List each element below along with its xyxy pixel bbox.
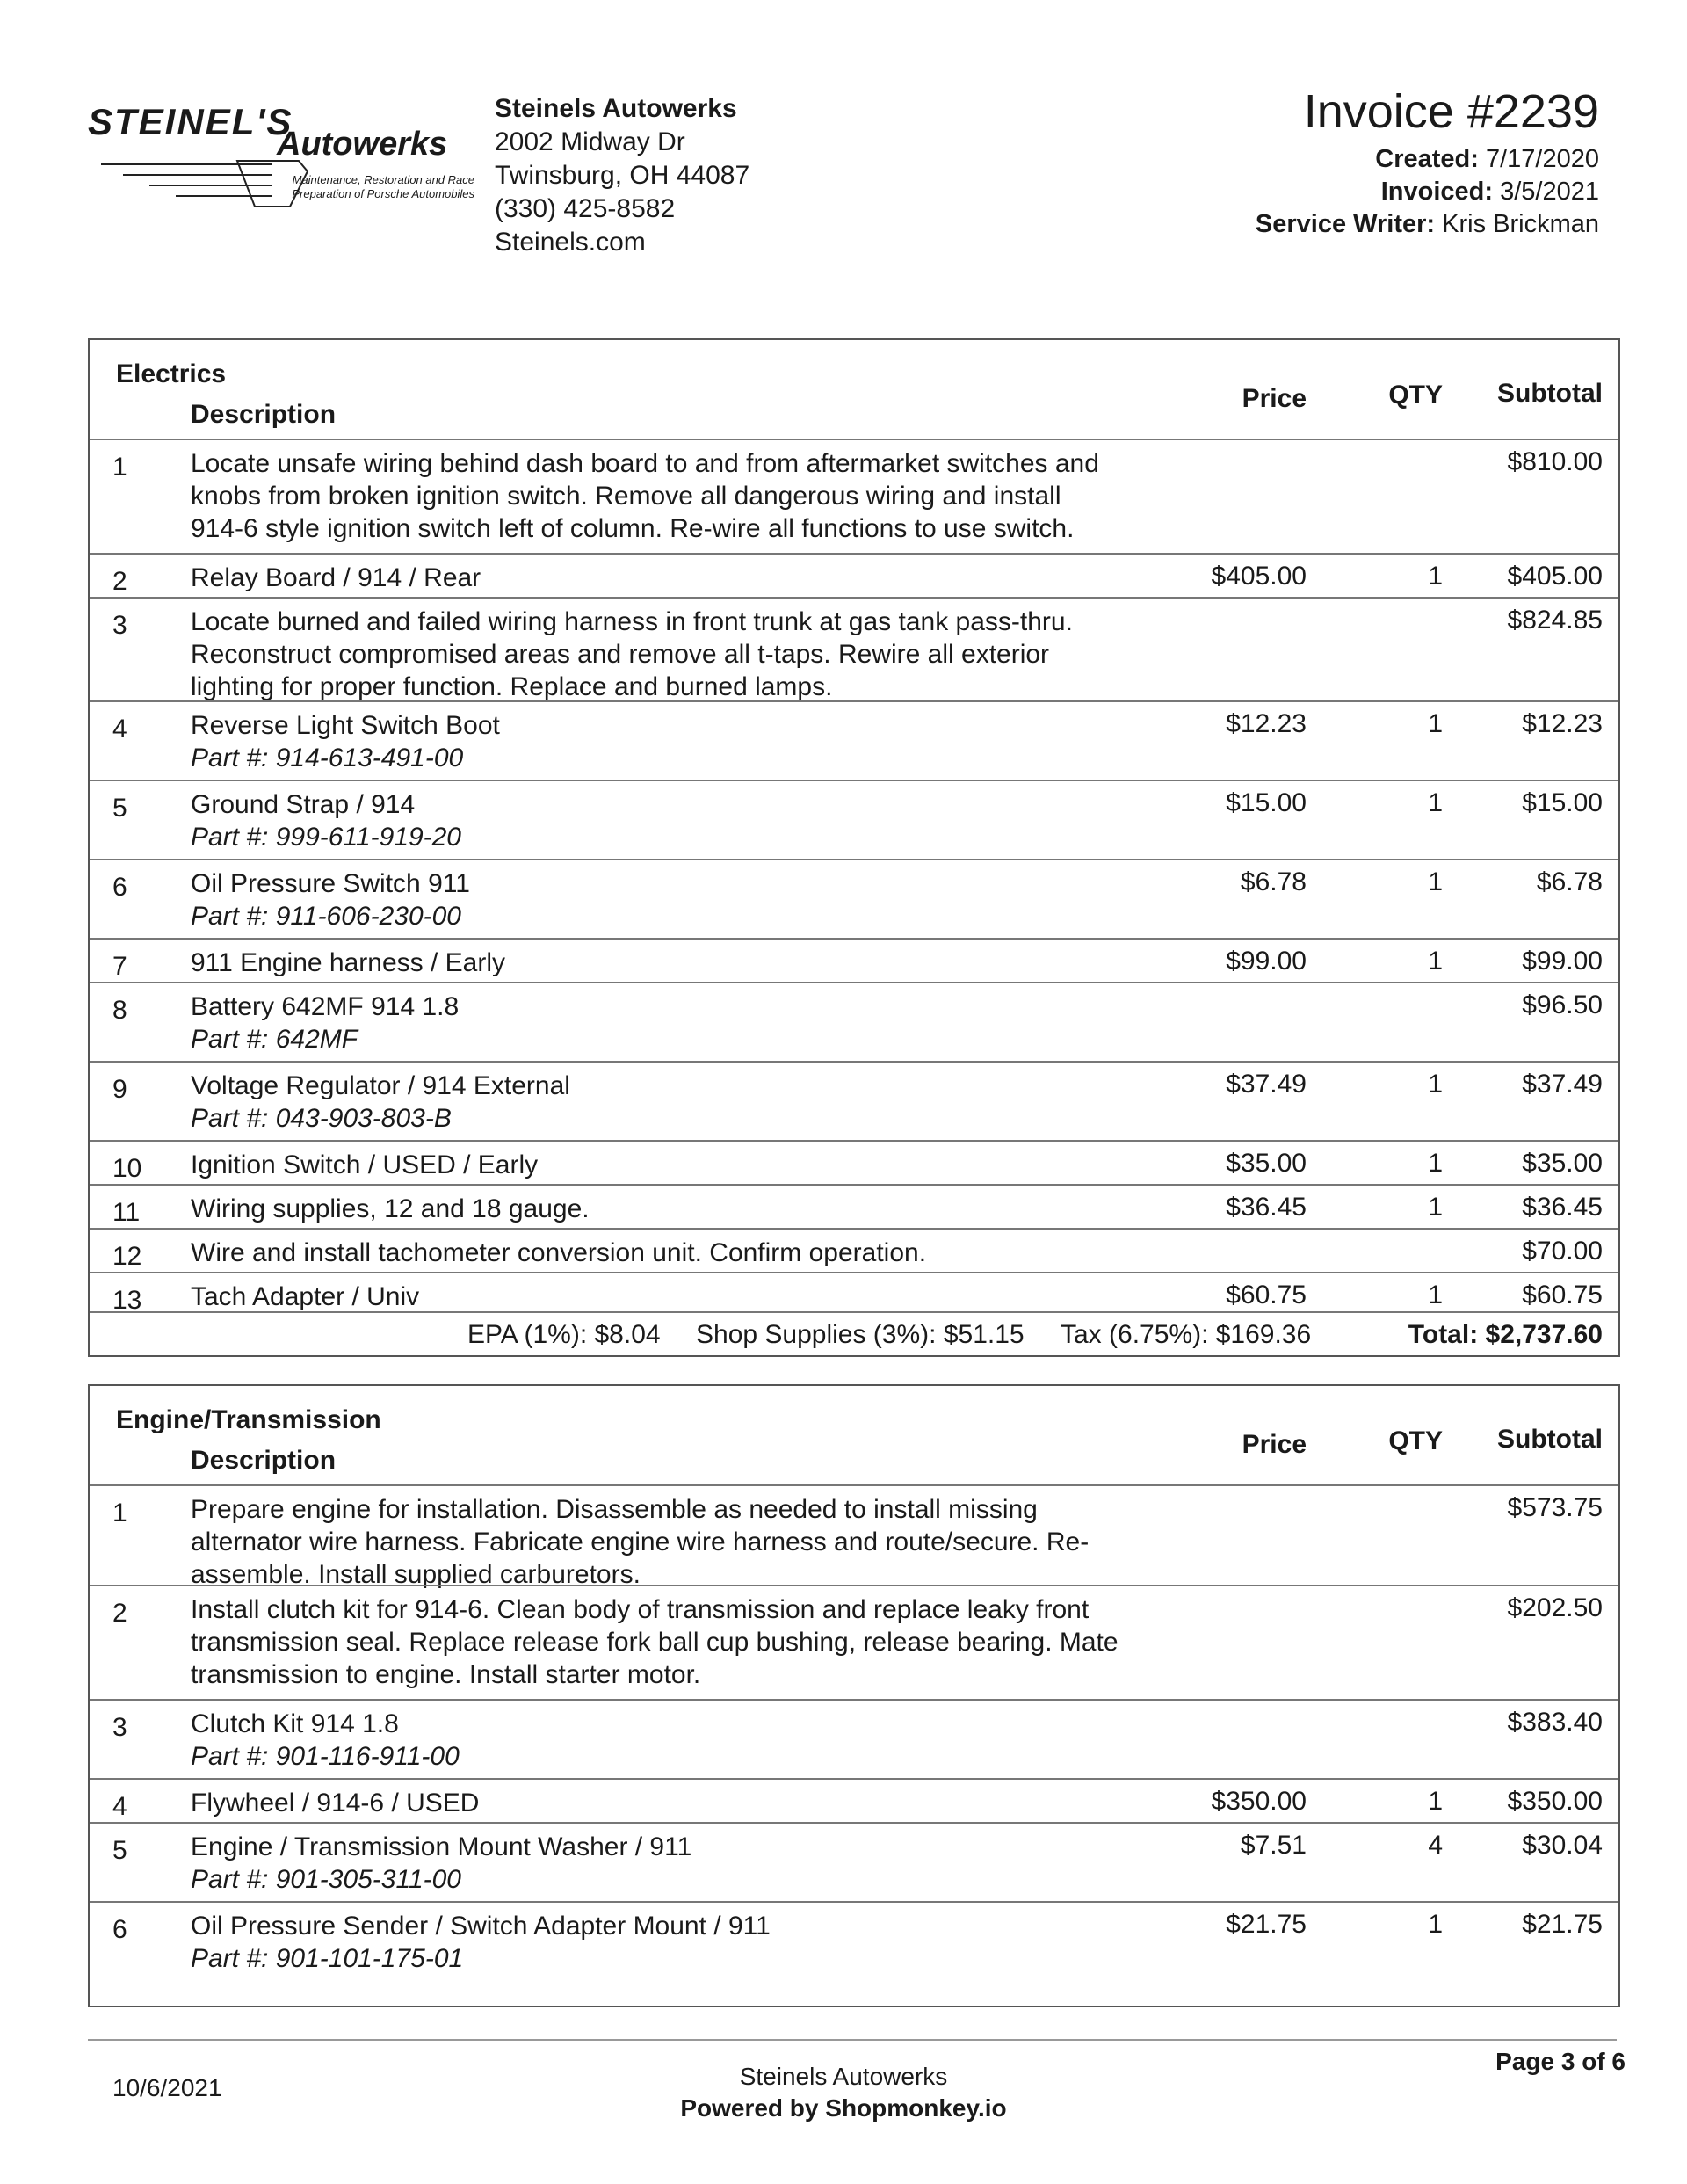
col-subtotal: Subtotal — [1497, 1425, 1603, 1454]
description-line: 911 Engine harness / Early — [191, 948, 505, 977]
table-row — [90, 780, 1618, 859]
col-price: Price — [1242, 384, 1307, 413]
logo-brand-name: STEINEL'S — [88, 101, 293, 142]
row-subtotal: $383.40 — [1507, 1708, 1603, 1737]
row-number: 5 — [112, 1836, 127, 1865]
row-subtotal: $35.00 — [1522, 1149, 1603, 1178]
row-number: 4 — [112, 1792, 127, 1821]
section-electrics — [88, 338, 1620, 1357]
row-qty: 1 — [1428, 1910, 1443, 1939]
row-qty: 4 — [1428, 1831, 1443, 1860]
row-subtotal: $12.23 — [1522, 709, 1603, 738]
row-description — [191, 447, 1201, 545]
description-line: knobs from broken ignition switch. Remove all dangerous wiring and install — [191, 482, 1061, 511]
footer-center — [0, 2061, 1687, 2124]
col-description: Description — [191, 1446, 337, 1475]
row-qty: 1 — [1428, 1193, 1443, 1222]
description-line: alternator wire harness. Fabricate engine wire harness and route/secure. Re- — [191, 1527, 1090, 1556]
row-description — [191, 709, 1201, 774]
table-row — [90, 1778, 1618, 1822]
row-number: 1 — [112, 453, 127, 482]
row-description — [191, 1493, 1201, 1591]
description-line: Wire and install tachometer conversion unit. Confirm operation. — [191, 1238, 927, 1267]
description-line: lighting for proper function. Replace and burned lamps. — [191, 672, 833, 701]
logo-tagline: Maintenance, Restoration and Race Preparation of Porsche Automobiles — [292, 173, 474, 200]
row-number: 1 — [112, 1498, 127, 1527]
row-qty: 1 — [1428, 788, 1443, 817]
shop-info — [495, 92, 749, 259]
row-price: $60.75 — [1226, 1281, 1307, 1310]
row-number: 3 — [112, 611, 127, 640]
shop-address-line2: Twinsburg, OH 44087 — [495, 161, 750, 190]
row-price: $21.75 — [1226, 1910, 1307, 1939]
row-subtotal: $6.78 — [1536, 867, 1603, 896]
footer-page-number: Page 3 of 6 — [1495, 2048, 1625, 2075]
line-items — [90, 1484, 1618, 1980]
row-description — [191, 947, 1201, 979]
shop-supplies-fee: Shop Supplies (3%): $51.15 — [696, 1320, 1025, 1349]
invoiced-date: 3/5/2021 — [1500, 178, 1599, 206]
description-line: Ignition Switch / USED / Early — [191, 1150, 539, 1179]
table-row — [90, 1585, 1618, 1699]
invoiced-label: Invoiced: — [1380, 178, 1494, 206]
table-row — [90, 700, 1618, 780]
footer-powered-by: Powered by Shopmonkey.io — [680, 2094, 1007, 2122]
part-number: Part #: 901-116-911-00 — [191, 1742, 460, 1771]
col-description: Description — [191, 400, 337, 429]
col-price: Price — [1242, 1430, 1307, 1459]
row-number: 9 — [112, 1075, 127, 1104]
col-qty: QTY — [1388, 1426, 1443, 1455]
row-number: 8 — [112, 996, 127, 1025]
writer-name: Kris Brickman — [1442, 210, 1599, 238]
shop-phone: (330) 425-8582 — [495, 194, 676, 223]
description-line: assemble. Install supplied carburetors. — [191, 1560, 641, 1589]
section-title: Electrics — [116, 359, 227, 388]
table-row — [90, 1484, 1618, 1589]
row-price: $12.23 — [1226, 709, 1307, 738]
row-price: $15.00 — [1226, 788, 1307, 817]
description-line: Voltage Regulator / 914 External — [191, 1071, 570, 1100]
table-row — [90, 1699, 1618, 1778]
row-subtotal: $350.00 — [1507, 1787, 1603, 1816]
part-number: Part #: 914-613-491-00 — [191, 744, 464, 773]
description-line: Flywheel / 914-6 / USED — [191, 1789, 480, 1818]
row-number: 6 — [112, 1915, 127, 1944]
row-subtotal: $573.75 — [1507, 1493, 1603, 1522]
table-row — [90, 439, 1618, 553]
description-line: Reverse Light Switch Boot — [191, 711, 500, 740]
row-description — [191, 606, 1201, 703]
row-description — [191, 1787, 1201, 1819]
part-number: Part #: 911-606-230-00 — [191, 902, 461, 931]
row-description — [191, 562, 1201, 594]
row-qty: 1 — [1428, 867, 1443, 896]
epa-fee: EPA (1%): $8.04 — [467, 1320, 661, 1349]
row-number: 11 — [112, 1198, 141, 1227]
col-subtotal: Subtotal — [1497, 379, 1603, 408]
row-subtotal: $37.49 — [1522, 1070, 1603, 1099]
row-number: 13 — [112, 1286, 142, 1315]
row-number: 7 — [112, 952, 127, 981]
row-subtotal: $96.50 — [1522, 990, 1603, 1019]
description-line: Relay Board / 914 / Rear — [191, 563, 481, 592]
row-qty: 1 — [1428, 562, 1443, 591]
shop-logo — [88, 101, 474, 233]
description-line: Oil Pressure Switch 911 — [191, 869, 470, 898]
row-qty: 1 — [1428, 1149, 1443, 1178]
row-subtotal: $30.04 — [1522, 1831, 1603, 1860]
section-engine-transmission — [88, 1384, 1620, 2007]
row-number: 6 — [112, 873, 127, 902]
footer-date: 10/6/2021 — [112, 2074, 222, 2101]
created-date: 7/17/2020 — [1485, 145, 1599, 173]
row-price: $7.51 — [1240, 1831, 1307, 1860]
description-line: Locate burned and failed wiring harness in front trunk at gas tank pass-thru. — [191, 607, 1073, 636]
row-qty: 1 — [1428, 1787, 1443, 1816]
row-subtotal: $202.50 — [1507, 1593, 1603, 1622]
row-subtotal: $15.00 — [1522, 788, 1603, 817]
description-line: Engine / Transmission Mount Washer / 911 — [191, 1832, 692, 1861]
invoice-header — [1256, 83, 1599, 241]
row-description — [191, 1070, 1201, 1135]
invoice-created — [1256, 143, 1599, 176]
row-description — [191, 867, 1201, 932]
row-description — [191, 1149, 1201, 1181]
row-qty: 1 — [1428, 1070, 1443, 1099]
row-number: 3 — [112, 1713, 127, 1742]
description-line: Oil Pressure Sender / Switch Adapter Mount / 911 — [191, 1912, 771, 1941]
row-description — [191, 788, 1201, 853]
description-line: Clutch Kit 914 1.8 — [191, 1709, 399, 1738]
invoice-title: Invoice #2239 — [1303, 85, 1599, 138]
table-row — [90, 859, 1618, 938]
table-row — [90, 1272, 1618, 1316]
row-number: 10 — [112, 1154, 142, 1183]
row-number: 2 — [112, 1599, 127, 1628]
row-subtotal: $810.00 — [1507, 447, 1603, 476]
description-line: 914-6 style ignition switch left of column. Re-wire all functions to use switch. — [191, 514, 1075, 543]
part-number: Part #: 642MF — [191, 1025, 358, 1054]
row-subtotal: $60.75 — [1522, 1281, 1603, 1310]
table-row — [90, 1184, 1618, 1228]
description-line: Ground Strap / 914 — [191, 790, 416, 819]
description-line: transmission to engine. Install starter motor. — [191, 1660, 701, 1689]
line-items — [90, 439, 1618, 1316]
row-description — [191, 1193, 1201, 1225]
description-line: transmission seal. Replace release fork ball cup bushing, release bearing. Mate — [191, 1628, 1119, 1657]
row-price: $6.78 — [1240, 867, 1307, 896]
row-description — [191, 1237, 1201, 1269]
row-description — [191, 1593, 1201, 1691]
part-number: Part #: 999-611-919-20 — [191, 823, 461, 852]
row-description — [191, 1910, 1201, 1975]
description-line: Tach Adapter / Univ — [191, 1282, 420, 1311]
row-description — [191, 1281, 1201, 1313]
created-label: Created: — [1375, 145, 1479, 173]
tax-amount: Tax (6.75%): $169.36 — [1061, 1320, 1312, 1349]
row-qty: 1 — [1428, 947, 1443, 976]
row-price: $37.49 — [1226, 1070, 1307, 1099]
row-subtotal: $405.00 — [1507, 562, 1603, 591]
shop-website: Steinels.com — [495, 228, 646, 257]
row-price: $99.00 — [1226, 947, 1307, 976]
description-line: Battery 642MF 914 1.8 — [191, 992, 460, 1021]
table-row — [90, 553, 1618, 597]
footer-divider — [88, 2039, 1617, 2041]
col-qty: QTY — [1388, 381, 1443, 410]
row-description — [191, 1831, 1201, 1896]
part-number: Part #: 901-305-311-00 — [191, 1865, 461, 1894]
part-number: Part #: 901-101-175-01 — [191, 1944, 464, 1973]
row-number: 12 — [112, 1242, 142, 1271]
section-totals — [90, 1311, 1618, 1355]
table-row — [90, 982, 1618, 1061]
description-line: Wiring supplies, 12 and 18 gauge. — [191, 1194, 590, 1223]
row-subtotal: $70.00 — [1522, 1237, 1603, 1266]
row-price: $36.45 — [1226, 1193, 1307, 1222]
table-row — [90, 597, 1618, 700]
table-row — [90, 1140, 1618, 1184]
shop-name: Steinels Autowerks — [495, 94, 737, 123]
row-price: $350.00 — [1211, 1787, 1307, 1816]
row-subtotal: $21.75 — [1522, 1910, 1603, 1939]
shop-address-line1: 2002 Midway Dr — [495, 127, 685, 156]
description-line: Reconstruct compromised areas and remove all t-taps. Rewire all exterior — [191, 640, 1050, 669]
description-line: Install clutch kit for 914-6. Clean body of transmission and replace leaky front — [191, 1595, 1090, 1624]
table-row — [90, 1228, 1618, 1272]
table-row — [90, 1822, 1618, 1901]
row-number: 2 — [112, 567, 127, 596]
row-number: 4 — [112, 715, 127, 744]
row-subtotal: $99.00 — [1522, 947, 1603, 976]
table-row — [90, 938, 1618, 982]
invoice-writer — [1256, 208, 1599, 241]
writer-label: Service Writer: — [1255, 210, 1436, 238]
invoice-invoiced — [1256, 176, 1599, 208]
row-price: $405.00 — [1211, 562, 1307, 591]
row-subtotal: $36.45 — [1522, 1193, 1603, 1222]
table-row — [90, 1061, 1618, 1140]
logo-brand-sub: Autowerks — [277, 126, 448, 163]
footer-shop-name: Steinels Autowerks — [739, 2063, 948, 2090]
description-line: Prepare engine for installation. Disassemble as needed to install missing — [191, 1495, 1038, 1524]
table-row — [90, 1901, 1618, 1980]
part-number: Part #: 043-903-803-B — [191, 1104, 452, 1133]
row-qty: 1 — [1428, 1281, 1443, 1310]
row-subtotal: $824.85 — [1507, 606, 1603, 635]
section-title: Engine/Transmission — [116, 1405, 381, 1434]
description-line: Locate unsafe wiring behind dash board to and from aftermarket switches and — [191, 449, 1099, 478]
row-description — [191, 1708, 1201, 1773]
row-number: 5 — [112, 794, 127, 823]
section-total: Total: $2,737.60 — [1408, 1320, 1603, 1349]
row-qty: 1 — [1428, 709, 1443, 738]
row-price: $35.00 — [1226, 1149, 1307, 1178]
row-description — [191, 990, 1201, 1056]
